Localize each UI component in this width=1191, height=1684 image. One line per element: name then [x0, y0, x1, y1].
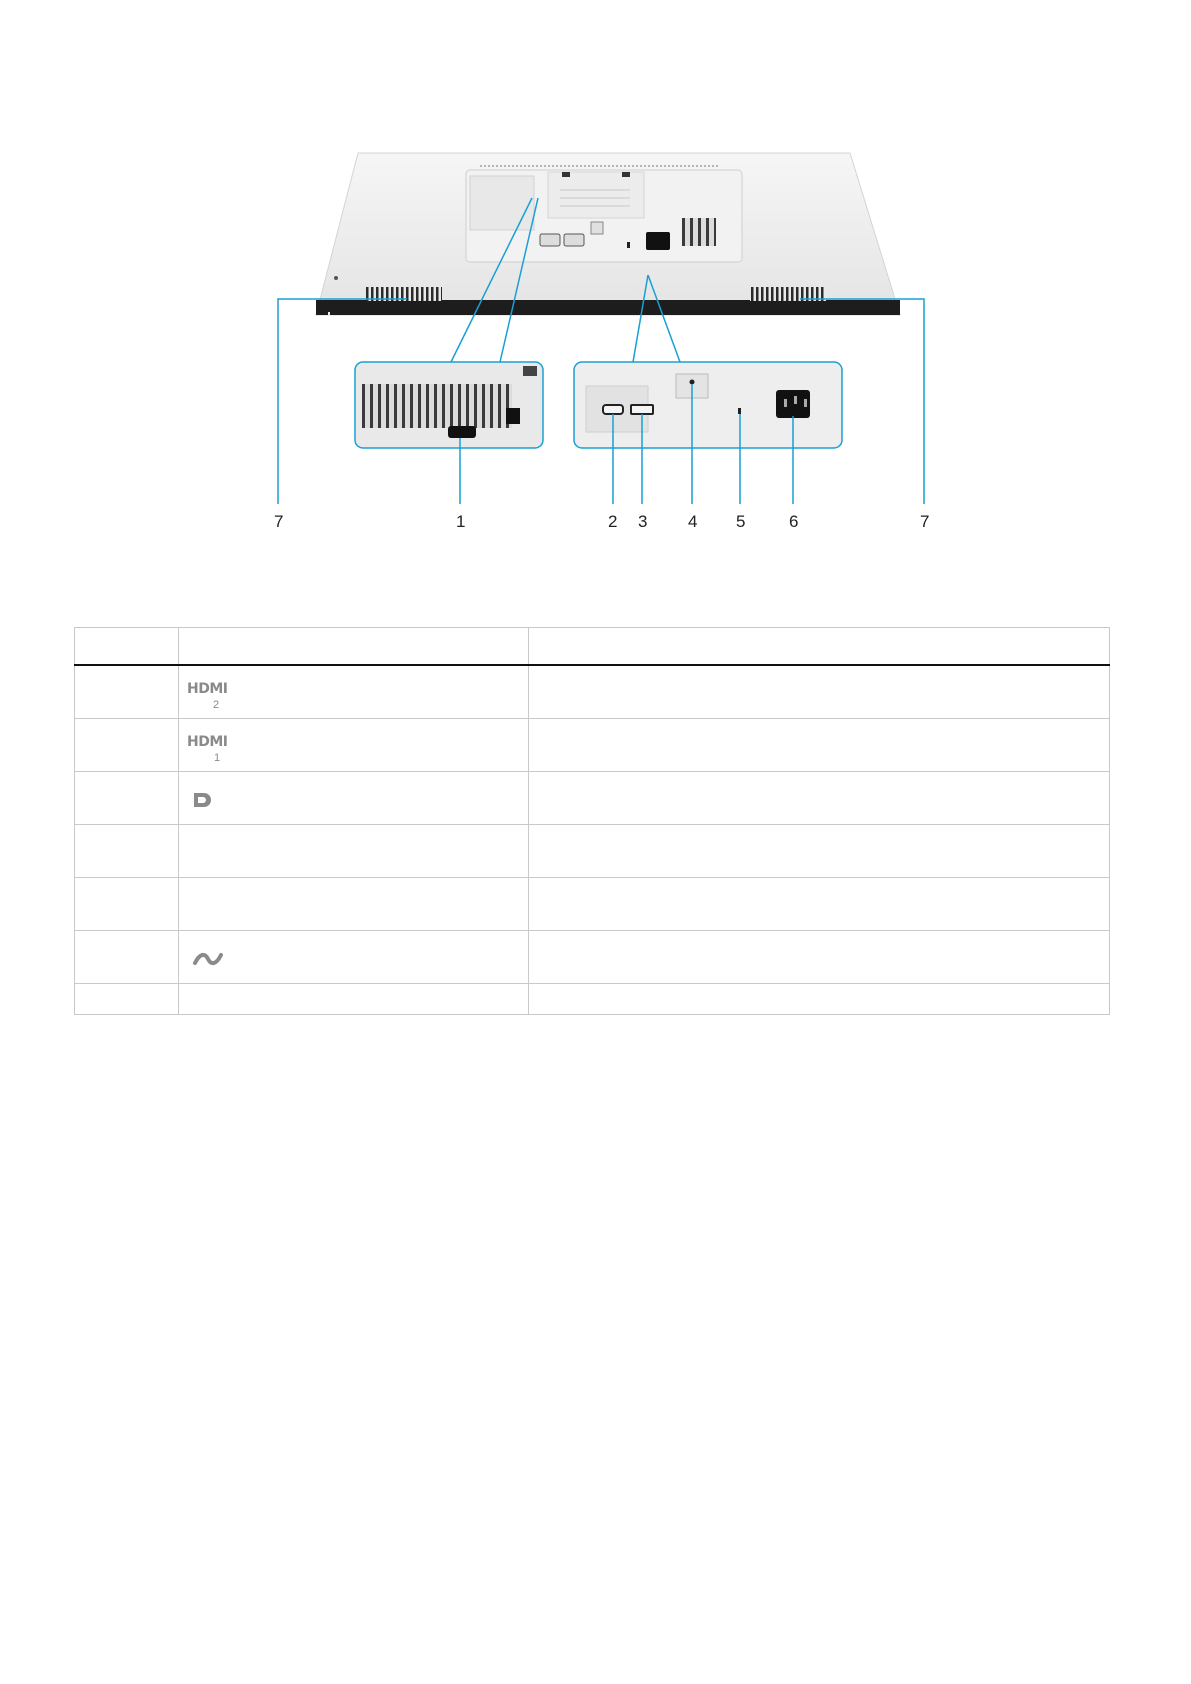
ac-power-icon	[191, 949, 225, 971]
hdmi-port-number: 1	[214, 751, 221, 764]
row-label-cell	[75, 824, 179, 877]
callout-2: 2	[608, 512, 618, 531]
row-description-cell	[529, 718, 1110, 771]
callout-5: 5	[736, 512, 746, 531]
callout-7-right: 7	[920, 512, 930, 531]
callout-7-left: 7	[274, 512, 284, 531]
table-row	[75, 665, 1110, 718]
table-row	[75, 824, 1110, 877]
row-description-cell	[529, 930, 1110, 983]
inset-right	[574, 362, 842, 448]
row-label-cell	[75, 665, 179, 718]
row-icon-cell	[179, 665, 529, 718]
row-description-cell	[529, 824, 1110, 877]
hdmi-logo-text: HDMI	[187, 733, 228, 750]
hdmi-logo-text: HDMI	[187, 680, 228, 697]
row-label-cell	[75, 877, 179, 930]
row-icon-cell	[179, 771, 529, 824]
table-row	[75, 877, 1110, 930]
header-cell-label	[75, 628, 179, 666]
row-label-cell	[75, 930, 179, 983]
table-header-row	[75, 628, 1110, 666]
header-cell-icon	[179, 628, 529, 666]
displayport-icon	[191, 790, 215, 812]
header-cell-description	[529, 628, 1110, 666]
table-row	[75, 930, 1110, 983]
row-icon-cell	[179, 877, 529, 930]
table-row	[75, 771, 1110, 824]
monitor-rear-view-figure	[0, 0, 1191, 540]
callout-1: 1	[456, 512, 466, 531]
row-description-cell	[529, 877, 1110, 930]
callout-4: 4	[688, 512, 698, 531]
row-icon-cell	[179, 983, 529, 1014]
table-header	[75, 628, 1110, 666]
inset-left	[355, 362, 543, 448]
callout-3: 3	[638, 512, 648, 531]
row-label-cell	[75, 718, 179, 771]
hdmi-2-icon	[187, 679, 241, 711]
hdmi-1-icon	[187, 732, 241, 764]
row-description-cell	[529, 983, 1110, 1014]
callout-numbers	[274, 512, 929, 531]
row-description-cell	[529, 771, 1110, 824]
row-icon-cell	[179, 718, 529, 771]
row-label-cell	[75, 983, 179, 1014]
callout-6: 6	[789, 512, 799, 531]
hdmi-port-number: 2	[213, 698, 220, 711]
row-icon-cell	[179, 824, 529, 877]
ports-table	[74, 627, 1110, 1015]
table-row	[75, 718, 1110, 771]
row-description-cell	[529, 665, 1110, 718]
row-label-cell	[75, 771, 179, 824]
row-icon-cell	[179, 930, 529, 983]
table-row	[75, 983, 1110, 1014]
